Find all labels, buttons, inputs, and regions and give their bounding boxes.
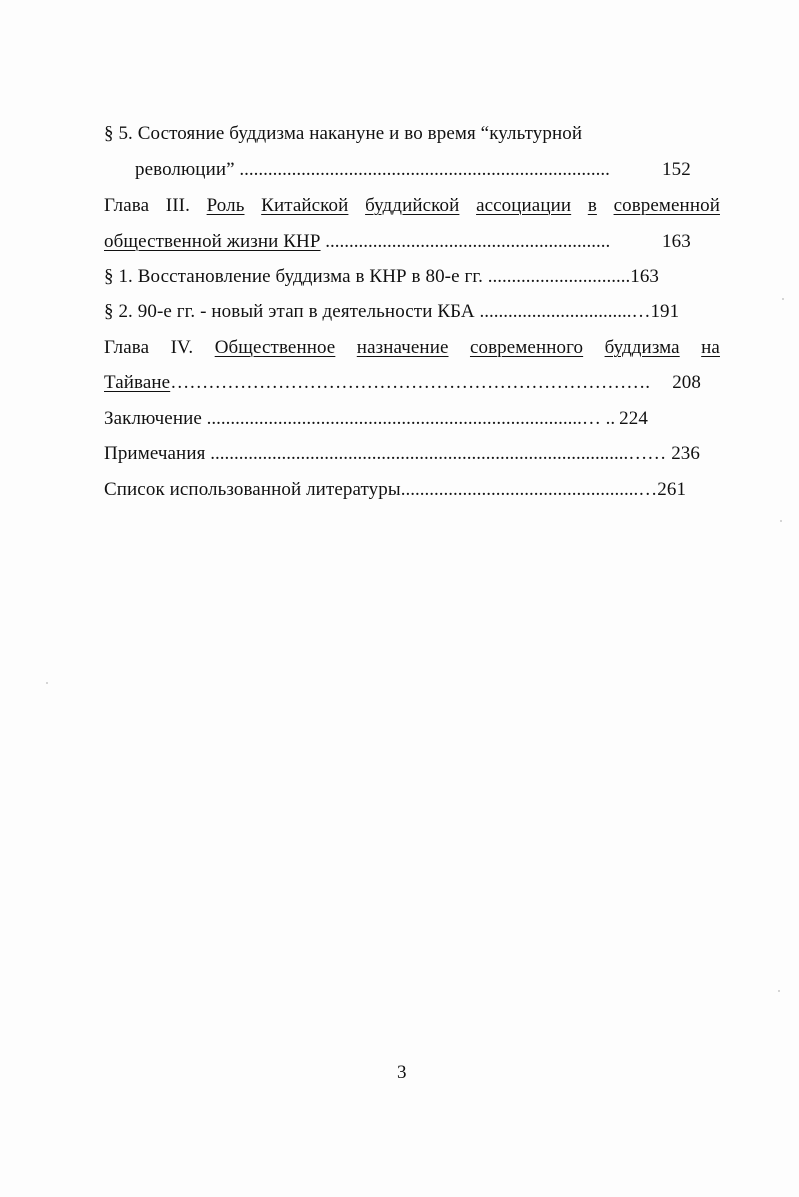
scan-speck: [782, 298, 784, 300]
toc-entry-title: § 2. 90-е гг. - новый этап в деятельности КБА: [104, 301, 475, 322]
chapter-title-continuation: общественной жизни КНР: [104, 231, 321, 252]
toc-leader-dots: ..............................................................................: [234, 159, 610, 180]
chapter-title-word: буддизма: [604, 337, 680, 358]
chapter-title-word: современной: [613, 195, 720, 216]
toc-page-number: 261: [657, 479, 687, 500]
toc-entry-section-2: [104, 299, 679, 325]
toc-leader-dots: ………………………………………………………………….: [170, 372, 650, 393]
chapter-number: IV.: [170, 337, 194, 358]
scan-speck: [46, 682, 48, 684]
toc-page-number: 152: [662, 159, 691, 180]
toc-entry-section-5-line-1: [104, 121, 582, 147]
toc-entry-section-5-line-2: [135, 157, 695, 183]
toc-entry-chapter-3-line-1: [104, 193, 720, 219]
page-number: 3: [397, 1062, 407, 1083]
toc-page-number: 163: [662, 231, 691, 252]
toc-entry-notes: [104, 441, 700, 467]
toc-entry-title: § 5. Состояние буддизма накануне и во время “культурной: [104, 123, 583, 144]
toc-entry-section-1: [104, 264, 659, 290]
chapter-label: Глава: [104, 337, 150, 358]
toc-page-number: 163: [630, 266, 660, 287]
scan-speck: [778, 990, 780, 992]
toc-leader-dots: ........................................................................................……: [205, 443, 667, 464]
chapter-title-word: буддийской: [365, 195, 460, 216]
toc-leader-dots: ..............................: [482, 266, 631, 287]
toc-entry-title: Примечания: [104, 443, 206, 464]
toc-entry-title: § 1. Восстановление буддизма в КНР в 80-е гг.: [104, 266, 483, 287]
scan-speck: [780, 520, 782, 522]
toc-page-number: 208: [672, 372, 702, 393]
toc-entry-title: революции”: [135, 159, 235, 180]
toc-entry-chapter-3-line-2: [104, 229, 704, 255]
toc-entry-conclusion: [104, 406, 648, 432]
chapter-title-word: назначение: [356, 337, 449, 358]
toc-page-number: 236: [671, 443, 700, 464]
chapter-title-word: в: [587, 195, 597, 216]
chapter-title-word: современного: [469, 337, 584, 358]
chapter-label: Глава: [104, 195, 150, 216]
toc-entry-title: Заключение: [104, 408, 202, 429]
toc-page-number: 224: [619, 408, 648, 429]
toc-leader-dots: ............................................................: [320, 231, 611, 252]
toc-entry-literature: [104, 477, 686, 503]
toc-entry-chapter-4-line-2: [104, 370, 720, 396]
toc-leader-dots: ..................................................…: [400, 479, 658, 500]
chapter-title-word: Общественное: [214, 337, 336, 358]
toc-entry-title: Список использованной литературы: [104, 479, 401, 500]
toc-leader-dots: ...............................................................................… ..: [201, 408, 616, 429]
toc-page-number: 191: [650, 301, 680, 322]
chapter-title-word: ассоциации: [476, 195, 572, 216]
chapter-title-word: Китайской: [261, 195, 349, 216]
toc-leader-dots: ................................…: [474, 301, 651, 322]
chapter-number: III.: [165, 195, 190, 216]
chapter-title-word: Роль: [206, 195, 245, 216]
toc-entry-chapter-4-line-1: [104, 335, 720, 361]
chapter-title-word: на: [701, 337, 720, 358]
chapter-title-continuation: Тайване: [104, 372, 171, 393]
